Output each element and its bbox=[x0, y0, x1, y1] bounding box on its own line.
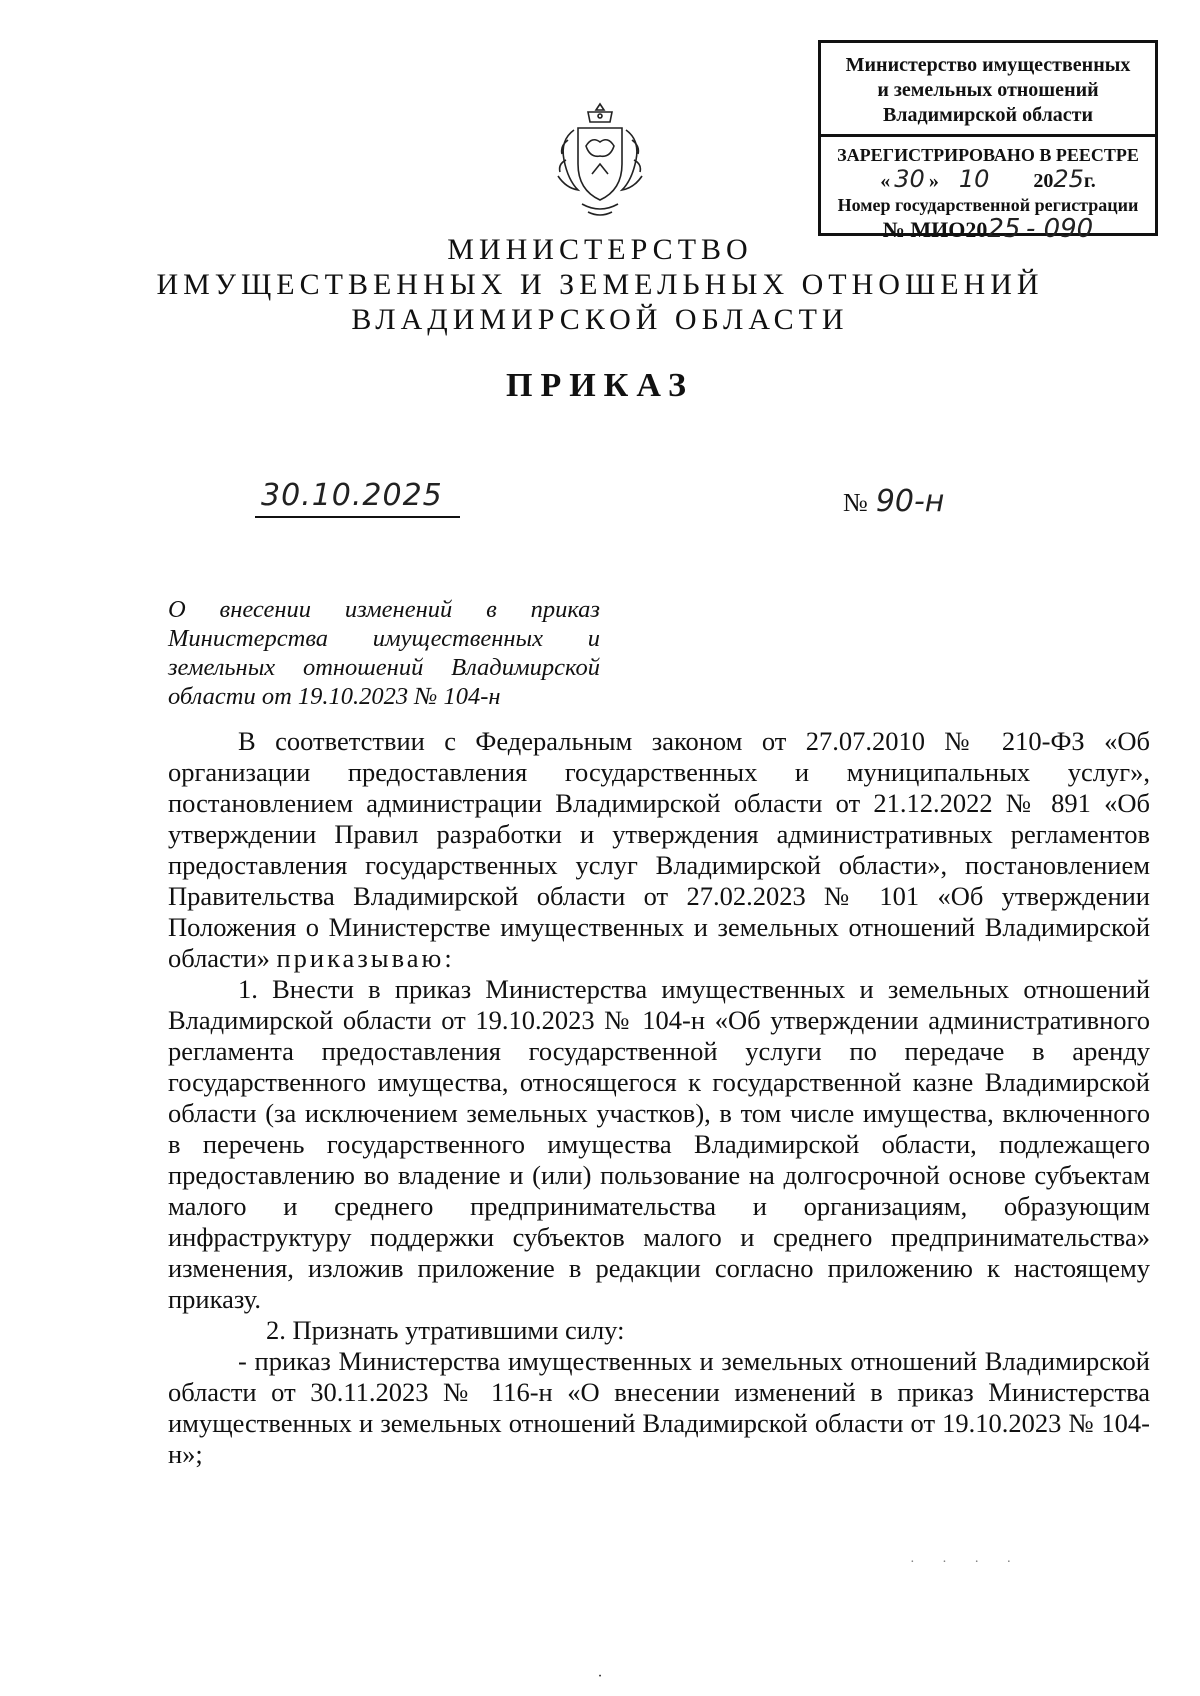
order-date-field bbox=[255, 478, 460, 518]
order-number: 90-н bbox=[875, 484, 945, 519]
preamble-text: В соответствии с Федеральным законом от 27.07.2010 № 210-ФЗ «Об организации предоставления государственных и муниципальных услуг», постановлением администрации Владимирской области от 21.12.2022 № 891 «Об утверждении Правил разработки и утверждения административных регламентов предоставления государственных услуг Владимирской области», постановлением Правительства Владимирской области от 27.02.2023 № 101 «Об утверждении Положения о Министерстве имущественных и земельных отношений Владимирской области» bbox=[168, 726, 1150, 973]
stamp-ministry-line3: Владимирской области bbox=[882, 104, 1094, 126]
stamp-ministry-line2: и земельных отношений bbox=[877, 79, 1099, 101]
order-number-field bbox=[843, 484, 944, 519]
order-body bbox=[168, 726, 1150, 1470]
preamble-paragraph bbox=[168, 726, 1150, 974]
order-subject: О внесении изменений в приказ Министерства имущественных и земельных отношений Владимирской области от 19.10.2023 № 104-н bbox=[168, 596, 600, 710]
coat-of-arms-icon bbox=[548, 100, 652, 220]
order-word: приказываю: bbox=[276, 943, 455, 973]
stamp-reg-prefix: № МИО20 bbox=[882, 217, 988, 242]
stamp-month: 10 bbox=[958, 165, 990, 193]
header-line2: ИМУЩЕСТВЕННЫХ И ЗЕМЕЛЬНЫХ ОТНОШЕНИЙ bbox=[156, 268, 1044, 301]
order-date: 30.10.2025 bbox=[261, 478, 443, 513]
stamp-year-prefix: 20 bbox=[1033, 170, 1054, 192]
item2-paragraph: 2. Признать утратившими силу: bbox=[266, 1315, 625, 1345]
scan-marks: · · · · bbox=[910, 1555, 1024, 1570]
header-line3: ВЛАДИМИРСКОЙ ОБЛАСТИ bbox=[351, 303, 849, 336]
stamp-reg-num: - 090 bbox=[1025, 214, 1094, 244]
stamp-day: 30 bbox=[894, 165, 925, 193]
stamp-reg-label: Номер государственной регистрации bbox=[837, 195, 1139, 215]
stamp-registered-label: ЗАРЕГИСТРИРОВАНО В РЕЕСТРЕ bbox=[837, 145, 1139, 165]
page-mark: · bbox=[597, 1668, 603, 1685]
stamp-ministry bbox=[821, 43, 1155, 137]
doc-type-title: ПРИКАЗ bbox=[506, 367, 694, 404]
stamp-year-end: г. bbox=[1083, 170, 1096, 192]
order-number-label: № bbox=[843, 488, 868, 517]
stamp-registration bbox=[821, 137, 1155, 242]
stamp-date: « 30 » 10 2025г. bbox=[880, 165, 1096, 193]
stamp-reg-year: 25 bbox=[987, 214, 1021, 244]
item1-paragraph: 1. Внести в приказ Министерства имущественных и земельных отношений Владимирской области от 19.10.2023 № 104-н «Об утверждении административного регламента предоставления государственной услуги по передаче в аренду государственного имущества, относящегося к государственной казне Владимирской области (за исключением земельных участков), в том числе имущества, включенного в перечень государственного имущества Владимирской области, подлежащего предоставлению во владение и (или) пользование на долгосрочной основе субъектам малого и среднего предпринимательства и организациям, образующим инфраструктуру поддержки субъектов малого и среднего предпринимательства» изменения, изложив приложение в редакции согласно приложению к настоящему приказу. bbox=[168, 974, 1150, 1314]
registration-stamp bbox=[818, 40, 1158, 244]
stamp-year-suffix: 25 bbox=[1053, 165, 1084, 193]
header-line1: МИНИСТЕРСТВО bbox=[447, 233, 753, 266]
stamp-ministry-line1: Министерство имущественных bbox=[845, 54, 1131, 76]
item2-sub1-paragraph: - приказ Министерства имущественных и земельных отношений Владимирской области от 30.11.2023 № 116-н «О внесении изменений в приказ Министерства имущественных и земельных отношений Владимирской области от 19.10.2023 № 104-н»; bbox=[168, 1346, 1150, 1469]
